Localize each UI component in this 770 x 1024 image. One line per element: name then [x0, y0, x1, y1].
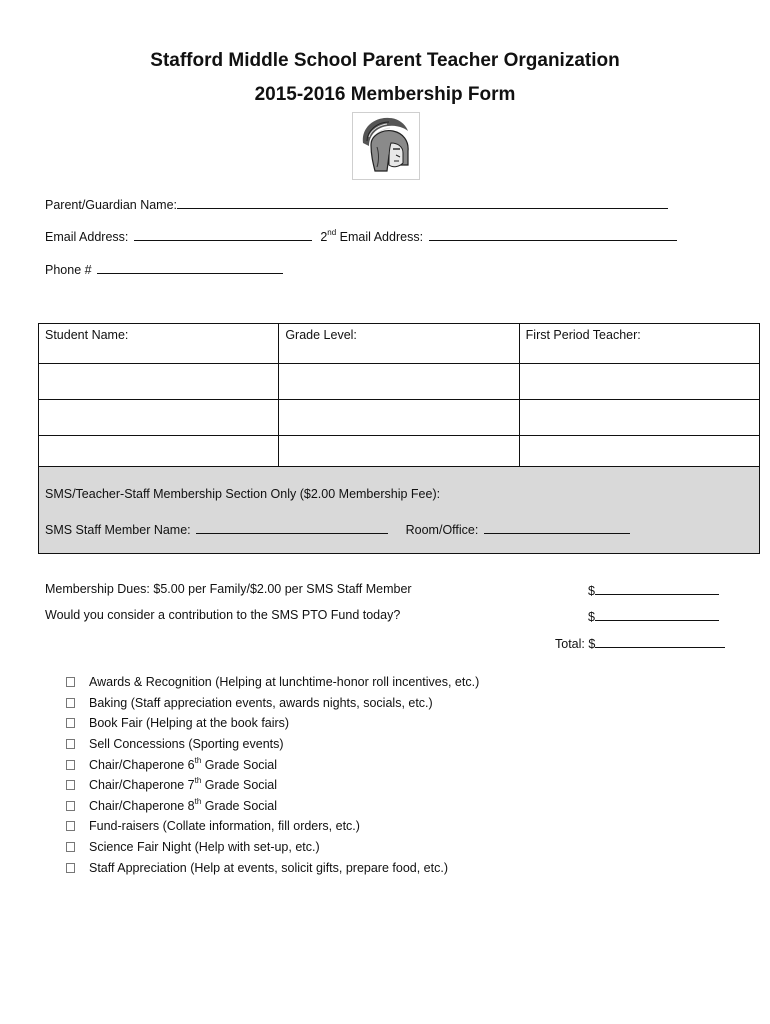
form-subtitle: 2015-2016 Membership Form	[254, 84, 516, 105]
student-name-header: Student Name:	[39, 324, 279, 364]
staff-name-label: SMS Staff Member Name:	[45, 523, 191, 537]
email-row	[45, 228, 677, 244]
contribution-label: Would you consider a contribution to the SMS PTO Fund today?	[45, 608, 401, 622]
room-office-label: Room/Office:	[405, 523, 479, 537]
teacher-cell[interactable]	[519, 364, 759, 400]
student-row	[39, 400, 760, 436]
checkbox-icon[interactable]	[66, 760, 75, 770]
first-period-teacher-header: First Period Teacher:	[519, 324, 759, 364]
volunteer-option: Science Fair Night (Help with set-up, etc.)	[66, 837, 479, 858]
grade-level-cell[interactable]	[279, 400, 519, 436]
checkbox-icon[interactable]	[66, 863, 75, 873]
phone-label: Phone #	[45, 263, 92, 277]
grade-level-cell[interactable]	[279, 364, 519, 400]
membership-dues-field[interactable]	[595, 582, 719, 595]
phone-field[interactable]	[97, 261, 283, 274]
checkbox-icon[interactable]	[66, 780, 75, 790]
guardian-name-label: Parent/Guardian Name:	[45, 198, 178, 212]
student-row	[39, 364, 760, 400]
staff-membership-section	[38, 466, 760, 554]
volunteer-option: Chair/Chaperone 6th Grade Social	[66, 754, 479, 775]
staff-section-heading: SMS/Teacher-Staff Membership Section Only ($2.00 Membership Fee):	[45, 487, 441, 501]
checkbox-icon[interactable]	[66, 698, 75, 708]
membership-dues-label: Membership Dues: $5.00 per Family/$2.00 per SMS Staff Member	[45, 582, 412, 596]
volunteer-option: Sell Concessions (Sporting events)	[66, 734, 479, 755]
form-title: Stafford Middle School Parent Teacher Organization	[150, 50, 620, 71]
student-name-cell[interactable]	[39, 364, 279, 400]
contribution-field[interactable]	[595, 608, 719, 621]
volunteer-option: Chair/Chaperone 8th Grade Social	[66, 796, 479, 817]
total-label: Total: $	[555, 637, 596, 651]
checkbox-icon[interactable]	[66, 842, 75, 852]
volunteer-checklist	[66, 672, 479, 878]
contribution-amount: $	[588, 608, 719, 624]
spartan-helmet-logo-icon	[352, 112, 420, 180]
second-email-label: 2nd Email Address:	[320, 227, 424, 244]
email-field[interactable]	[134, 228, 312, 241]
volunteer-option: Baking (Staff appreciation events, awards nights, socials, etc.)	[66, 693, 479, 714]
email-label: Email Address:	[45, 230, 129, 244]
checkbox-icon[interactable]	[66, 739, 75, 749]
guardian-name-field[interactable]	[177, 196, 668, 209]
teacher-cell[interactable]	[519, 400, 759, 436]
membership-dues-amount: $	[588, 582, 719, 598]
volunteer-option: Fund-raisers (Collate information, fill orders, etc.)	[66, 816, 479, 837]
checkbox-icon[interactable]	[66, 821, 75, 831]
volunteer-option: Chair/Chaperone 7th Grade Social	[66, 775, 479, 796]
total-row	[555, 635, 725, 651]
phone-row	[45, 261, 283, 277]
second-email-field[interactable]	[429, 228, 677, 241]
checkbox-icon[interactable]	[66, 718, 75, 728]
checkbox-icon[interactable]	[66, 677, 75, 687]
volunteer-option: Staff Appreciation (Help at events, solicit gifts, prepare food, etc.)	[66, 857, 479, 878]
student-table	[38, 323, 760, 472]
staff-name-field[interactable]	[196, 521, 388, 534]
grade-level-header: Grade Level:	[279, 324, 519, 364]
checkbox-icon[interactable]	[66, 801, 75, 811]
volunteer-option: Book Fair (Helping at the book fairs)	[66, 713, 479, 734]
guardian-name-row	[45, 196, 668, 212]
volunteer-option: Awards & Recognition (Helping at lunchtime-honor roll incentives, etc.)	[66, 672, 479, 693]
staff-name-row	[45, 521, 630, 537]
room-office-field[interactable]	[484, 521, 630, 534]
student-name-cell[interactable]	[39, 400, 279, 436]
total-field[interactable]	[595, 635, 725, 648]
